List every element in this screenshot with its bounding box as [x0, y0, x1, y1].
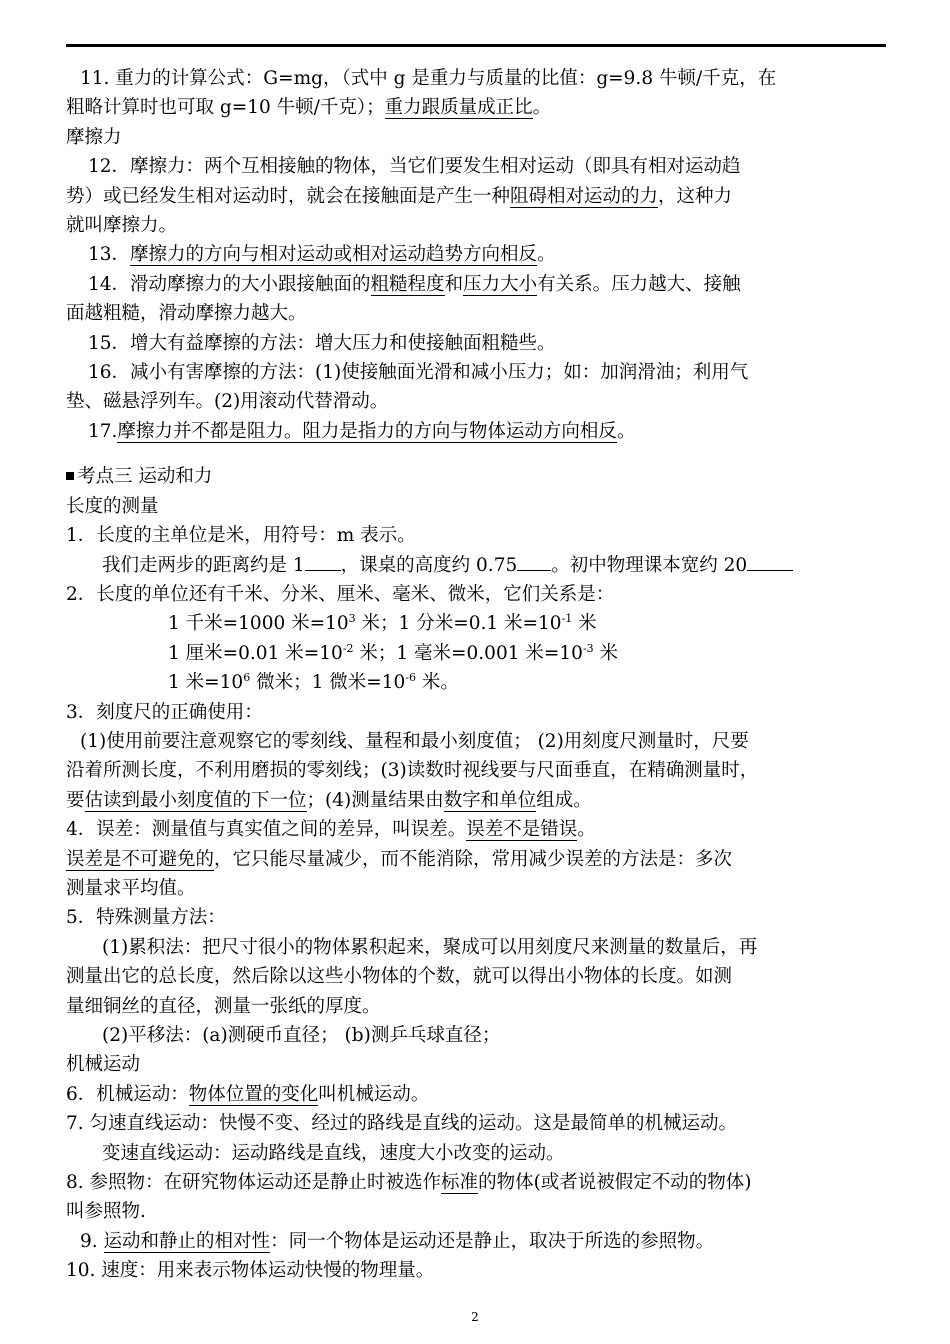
text-run: 1 米=10: [168, 672, 244, 694]
exponent: 3: [348, 612, 356, 626]
item-6: [66, 1080, 888, 1109]
underline-number-unit: 数字和单位: [443, 789, 537, 811]
para-17: [66, 417, 888, 446]
underline-friction-direction: 摩擦力的方向与相对运动或相对运动趋势方向相反: [130, 244, 538, 266]
item-5-a: (1)累积法：把尺寸很小的物体累积起来，聚成可以用刻度尺来测量的数量后，再: [102, 936, 758, 958]
item-3-text: (1)使用前要注意观察它的零刻线、量程和最小刻度值； (2)用刻度尺测量时，尺要: [80, 730, 749, 752]
text-run: 。: [616, 420, 636, 442]
underline-position-change: 物体位置的变化: [188, 1083, 319, 1105]
text-run: 和: [444, 273, 464, 295]
text-run: 1 厘米=0.01 米=10: [168, 642, 343, 664]
text-run: ，这种力: [658, 185, 733, 207]
underline-estimate: 估读到最小刻度值的下一位: [84, 789, 307, 811]
underline-roughness: 粗糙程度: [370, 273, 445, 295]
underline-pressure: 压力大小: [463, 273, 538, 295]
item-3-text-end: [66, 786, 888, 815]
text-run: 米。: [416, 672, 459, 694]
item-4: [66, 815, 888, 844]
heading-friction: 摩擦力: [66, 126, 122, 148]
text-run: 米；1 毫米=0.001 米=10: [353, 642, 583, 664]
heading-mechanical-motion: 机械运动: [66, 1054, 141, 1076]
item-2: 2．长度的单位还有千米、分米、厘米、毫米、微米，它们关系是：: [66, 583, 615, 605]
text-run: 我们走两步的距离约是 1: [102, 554, 305, 576]
text-run: 微米；1 微米=10: [250, 672, 406, 694]
text-run: 1 千米=1000 米=10: [168, 613, 349, 635]
text-run: ，课桌的高度约 0.75: [340, 554, 518, 576]
text-run: 有关系。压力越大、接触: [537, 273, 741, 295]
text-run: ；(4)测量结果由: [306, 789, 444, 811]
item-5-a-end: 量细铜丝的直径，测量一张纸的厚度。: [66, 995, 381, 1017]
square-bullet-icon: [66, 472, 74, 480]
item-3-text-cont: 沿着所测长度，不利用磨损的零刻线；(3)读数时视线要与尺面垂直，在精确测量时，: [66, 760, 759, 782]
text-run: 组成。: [536, 789, 592, 811]
unit-row-1: [66, 609, 888, 638]
underline-error-not-mistake: 误差不是错误: [466, 819, 578, 841]
item-4-end: 测量求平均值。: [66, 877, 196, 899]
para-13: [66, 240, 888, 269]
unit-row-3: [66, 668, 888, 697]
underline-error-unavoidable: 误差是不可避免的: [66, 848, 215, 870]
exponent: -2: [342, 641, 354, 655]
item-9: [66, 1227, 888, 1256]
para-11: [66, 64, 888, 93]
text-run: 的物体(或者说被假定不动的物体): [478, 1172, 752, 1194]
text-run: 叫机械运动。: [318, 1083, 430, 1105]
underline-relativity: 运动和静止的相对性: [103, 1230, 271, 1252]
para-12-cont: [66, 182, 888, 211]
text-run: 13．: [88, 244, 131, 266]
text-run: 。初中物理课本宽约 20: [551, 554, 748, 576]
blank-3: [747, 552, 793, 571]
exponent: -6: [405, 671, 416, 685]
para-16-cont: 垫、磁悬浮列车。(2)用滚动代替滑动。: [66, 391, 389, 413]
para-16: 16．减小有害摩擦的方法：(1)使接触面光滑和减小压力；如：加润滑油；利用气: [88, 362, 749, 384]
text-run: 。: [532, 97, 552, 119]
item-10: 10. 速度：用来表示物体运动快慢的物理量。: [66, 1260, 435, 1282]
text-run: 米: [593, 642, 619, 664]
item-5: 5．特殊测量方法：: [66, 907, 226, 929]
document-body: [66, 64, 888, 1286]
page-number: 2: [471, 1310, 479, 1324]
text-run: 粗略计算时也可取 g=10 牛顿/千克）；: [66, 97, 385, 119]
para-15: 15．增大有益摩擦的方法：增大压力和使接触面粗糙些。: [88, 332, 556, 354]
header-rule: [66, 44, 886, 47]
text-run: 17.: [88, 420, 118, 442]
unit-row-2: [66, 639, 888, 668]
text-run: 。: [537, 244, 556, 266]
para-12: [66, 152, 888, 181]
text-run: 12．摩擦力：两个互相接触的物体，当它们要发生相对运动（即具有相对运动趋: [88, 156, 741, 178]
text-run: 要: [66, 789, 85, 811]
item-7-b: 变速直线运动：运动路线是直线，速度大小改变的运动。: [102, 1142, 565, 1164]
text-run: 6．机械运动：: [66, 1083, 189, 1105]
text-run: 9.: [80, 1230, 104, 1252]
para-14-cont: 面越粗糙，滑动摩擦力越大。: [66, 303, 307, 325]
text-run: 。: [577, 819, 596, 841]
text-run: 11. 重力的计算公式：G=mg，（式中 g 是重力与质量的比值：g=9.8 牛顿/千克，在: [80, 68, 777, 89]
blank-2: [517, 552, 551, 571]
item-7: 7. 匀速直线运动：快慢不变、经过的路线是直线的运动。这是最简单的机械运动。: [66, 1113, 738, 1135]
item-1: 1．长度的主单位是米，用符号：m 表示。: [66, 525, 416, 547]
text-run: 4．误差：测量值与真实值之间的差异，叫误差。: [66, 819, 467, 841]
exponent: 6: [243, 671, 251, 685]
item-8-cont: 叫参照物.: [66, 1201, 146, 1223]
underline-gravity-mass: 重力跟质量成正比: [384, 97, 533, 119]
text-run: 14．滑动摩擦力的大小跟接触面的: [88, 273, 371, 295]
item-1-example: [66, 551, 888, 580]
item-3: 3．刻度尺的正确使用：: [66, 701, 263, 723]
item-5-a-cont: 测量出它的总长度，然后除以这些小物体的个数，就可以得出小物体的长度。如测: [66, 966, 733, 988]
para-14: [66, 270, 888, 299]
underline-standard: 标准: [441, 1172, 479, 1194]
text-run: 考点三 运动和力: [77, 466, 213, 488]
underline-friction-force: 阻碍相对运动的力: [510, 185, 659, 207]
text-run: ：同一个物体是运动还是静止，取决于所选的参照物。: [270, 1230, 715, 1252]
text-run: 势）或已经发生相对运动时，就会在接触面是产生一种: [66, 185, 511, 207]
exponent: -1: [561, 612, 573, 626]
spacer: [66, 446, 888, 462]
para-11-cont: [66, 93, 888, 122]
text-run: 8. 参照物：在研究物体运动还是静止时被选作: [66, 1172, 442, 1194]
text-run: 米；1 分米=0.1 米=10: [355, 613, 562, 635]
item-8: [66, 1168, 888, 1197]
item-5-b: (2)平移法：(a)测硬币直径； (b)测乒乓球直径；: [102, 1025, 501, 1046]
blank-1: [305, 552, 341, 571]
section-heading-kd3: [66, 462, 888, 491]
heading-length: 长度的测量: [66, 495, 159, 517]
exponent: -3: [582, 641, 594, 655]
text-run: 米: [572, 613, 597, 635]
item-4-cont: [66, 845, 888, 874]
para-12-end: 就叫摩擦力。: [66, 215, 178, 237]
underline-friction-not-resistance: 摩擦力并不都是阻力。阻力是指力的方向与物体运动方向相反: [117, 420, 617, 442]
text-run: ，它只能尽量减少，而不能消除，常用减少误差的方法是：多次: [214, 848, 733, 870]
